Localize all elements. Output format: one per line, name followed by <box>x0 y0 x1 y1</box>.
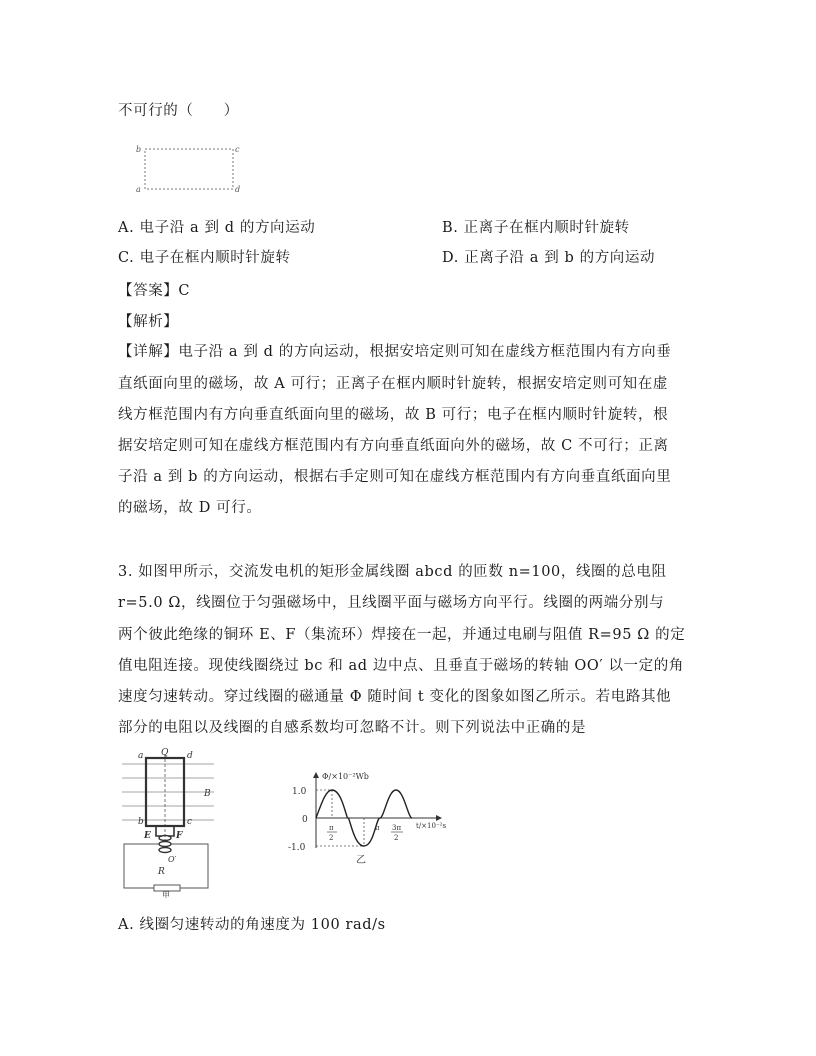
y-tick-zero-yi: 0 <box>302 815 308 825</box>
label-E-jia: E <box>144 831 151 841</box>
caption-jia: 甲 <box>162 891 170 898</box>
label-F-jia: F <box>176 831 183 841</box>
question-3-stem-line: r=5.0 Ω，线圈位于匀强磁场中，且线圈平面与磁场方向平行。线圈的两端分别与 <box>118 595 665 611</box>
x-tick-3-den-yi: 2 <box>394 834 399 842</box>
option-d: D. 正离子沿 a 到 b 的方向运动 <box>442 250 656 266</box>
label-b: b <box>136 145 142 154</box>
label-c: c <box>235 145 240 154</box>
x-tick-3-yi: 3π <box>392 824 402 832</box>
label-d-jia: d <box>187 751 193 761</box>
question-3-stem-line: 值电阻连接。现使线圈绕过 bc 和 ad 边中点、且垂直于磁场的转轴 OO′ 以一定的角 <box>118 658 684 674</box>
y-tick-top-yi: 1.0 <box>292 787 307 797</box>
caption-yi: 乙 <box>356 855 366 866</box>
question-3-stem-line: 3. 如图甲所示，交流发电机的矩形金属线圈 abcd 的匝数 n=100，线圈的总电阻 <box>118 564 667 580</box>
analysis-line: 直纸面向里的磁场，故 A 可行；正离子在框内顺时针旋转，根据安培定则可知在虚 <box>118 376 668 392</box>
option-c: C. 电子在框内顺时针旋转 <box>118 250 291 266</box>
question-3-stem-line: 部分的电阻以及线圈的自感系数均可忽略不计。则下列说法中正确的是 <box>118 720 587 736</box>
analysis-line: 【详解】电子沿 a 到 d 的方向运动，根据安培定则可知在虚线方框范围内有方向垂 <box>118 344 672 360</box>
option-a: A. 电子沿 a 到 d 的方向运动 <box>118 220 316 236</box>
label-B-jia: B <box>204 789 211 799</box>
x-tick-1-yi: π <box>329 824 334 832</box>
label-b-jia: b <box>138 817 144 827</box>
analysis-line: 子沿 a 到 b 的方向运动，根据右手定则可知在虚线方框范围内有方向垂直纸面向里 <box>118 469 672 485</box>
x-axis-label-yi: t/×10⁻²s <box>416 822 447 830</box>
option-b: B. 正离子在框内顺时针旋转 <box>442 220 630 236</box>
x-tick-2-yi: π <box>375 824 380 832</box>
flux-graph-yi <box>286 770 466 866</box>
analysis-line: 的磁场，故 D 可行。 <box>118 500 262 516</box>
question-3-option-a: A. 线圈匀速转动的角速度为 100 rad/s <box>118 917 386 933</box>
question-3-stem-line: 两个彼此绝缘的铜环 E、F（集流环）焊接在一起，并通过电刷与阻值 R=95 Ω 的定 <box>118 627 686 643</box>
analysis-line: 线方框范围内有方向垂直纸面向里的磁场，故 B 可行；电子在框内顺时针旋转，根 <box>118 407 669 423</box>
answer-line: 【答案】C <box>118 283 191 299</box>
label-d: d <box>235 185 241 194</box>
label-a: a <box>136 185 141 194</box>
label-R-jia: R <box>158 867 165 877</box>
analysis-line: 据安培定则可知在虚线方框范围内有方向垂直纸面向外的磁场，故 C 不可行；正离 <box>118 438 669 454</box>
y-axis-label-yi: Φ/×10⁻²Wb <box>322 772 369 781</box>
y-tick-bottom-yi: -1.0 <box>288 843 306 853</box>
label-O-jia: O′ <box>168 855 177 864</box>
x-tick-1-den-yi: 2 <box>329 834 334 842</box>
label-c-jia: c <box>187 817 193 827</box>
question-3-stem-line: 速度匀速转动。穿过线圈的磁通量 Φ 随时间 t 变化的图象如图乙所示。若电路其他 <box>118 689 672 705</box>
label-Q-jia: Q <box>161 748 169 758</box>
label-a-jia: a <box>138 751 144 761</box>
analysis-heading: 【解析】 <box>118 314 179 330</box>
generator-figure-jia <box>118 748 218 898</box>
question-2-stem-tail: 不可行的（ ） <box>118 103 239 119</box>
dashed-box-figure <box>130 140 250 196</box>
